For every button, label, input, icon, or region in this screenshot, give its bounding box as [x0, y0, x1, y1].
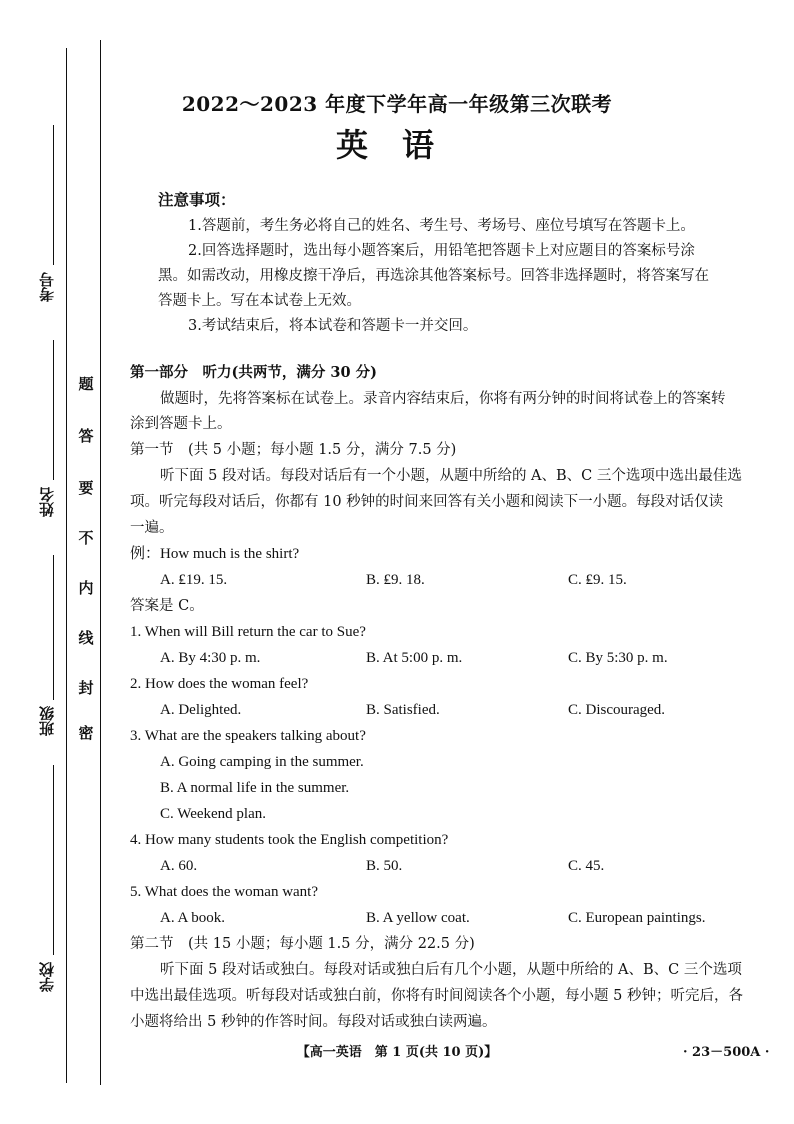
- notice-line-1: 1.答题前，考生务必将自己的姓名、考生号、考场号、座位号填写在答题卡上。: [188, 218, 695, 234]
- class-blank: [53, 555, 54, 700]
- page-footer: 【高一英语 第 1 页(共 10 页)】: [296, 1045, 498, 1060]
- subject-title: 英语: [335, 126, 468, 164]
- example-question: 例：How much is the shirt?: [130, 546, 300, 562]
- question-5: 5. What does the woman want?: [130, 884, 319, 900]
- part1-intro-cont: 涂到答题卡上。: [130, 416, 232, 432]
- question-3-option-c: C. Weekend plan.: [160, 806, 266, 822]
- section1-instructions: 听下面 5 段对话。每段对话后有一个小题，从题中所给的 A、B、C 三个选项中选出最佳选: [160, 468, 742, 484]
- seal-char: 答: [78, 427, 94, 445]
- class-label: 班级: [38, 706, 56, 736]
- question-5-option-a: A. A book.: [160, 910, 226, 926]
- school-label: 学校: [38, 962, 56, 992]
- example-option-a: A. ₤19. 15.: [160, 572, 228, 588]
- section2-instructions-cont: 小题将给出 5 秒钟的作答时间。每段对话或独白读两遍。: [130, 1014, 497, 1030]
- exam-title: 2022～2023 年度下学年高一年级第三次联考: [181, 92, 613, 116]
- question-3: 3. What are the speakers talking about?: [130, 728, 366, 744]
- seal-char: 要: [78, 479, 94, 497]
- school-blank: [53, 765, 54, 955]
- section2-instructions: 听下面 5 段对话或独白。每段对话或独白后有几个小题，从题中所给的 A、B、C 三个选项: [160, 962, 742, 978]
- seal-char: 封: [78, 679, 94, 697]
- paper-code: · 23－500A ·: [683, 1045, 770, 1060]
- question-4: 4. How many students took the English competition?: [130, 832, 449, 848]
- margin-line-outer: [66, 48, 67, 1083]
- question-1-option-c: C. By 5:30 p. m.: [568, 650, 668, 666]
- example-answer: 答案是 C。: [130, 598, 204, 614]
- notice-line-2-cont: 黑。如需改动，用橡皮擦干净后，再选涂其他答案标号。回答非选择题时，将答案写在: [158, 268, 709, 284]
- question-1-option-b: B. At 5:00 p. m.: [366, 650, 463, 666]
- question-2-option-c: C. Discouraged.: [568, 702, 666, 718]
- section2-heading: 第二节 (共 15 小题；每小题 1.5 分，满分 22.5 分): [130, 936, 475, 952]
- question-4-option-c: C. 45.: [568, 858, 605, 874]
- question-3-option-b: B. A normal life in the summer.: [160, 780, 350, 796]
- notice-line-3: 3.考试结束后，将本试卷和答题卡一并交回。: [188, 318, 478, 334]
- example-option-b: B. ₤9. 18.: [366, 572, 425, 588]
- name-label: 姓名: [38, 487, 56, 517]
- seal-char: 不: [78, 529, 94, 547]
- notice-line-2-cont: 答题卡上。写在本试卷上无效。: [158, 293, 361, 309]
- question-5-option-b: B. A yellow coat.: [366, 910, 470, 926]
- question-1: 1. When will Bill return the car to Sue?: [130, 624, 366, 640]
- seal-char: 线: [78, 629, 94, 647]
- section2-instructions-cont: 中选出最佳选项。听每段对话或独白前，你将有时间阅读各个小题，每小题 5 秒钟；听完后，各: [130, 988, 743, 1004]
- question-4-option-a: A. 60.: [160, 858, 198, 874]
- notice-line-2: 2.回答选择题时，选出每小题答案后，用铅笔把答题卡上对应题目的答案标号涂: [188, 243, 695, 259]
- section1-instructions-cont: 一遍。: [130, 520, 174, 536]
- part1-heading: 第一部分 听力(共两节，满分 30 分): [130, 364, 377, 381]
- name-blank: [53, 340, 54, 480]
- exam-number-label: 考号: [38, 272, 56, 302]
- part1-intro: 做题时，先将答案标在试卷上。录音内容结束后，你将有两分钟的时间将试卷上的答案转: [160, 391, 726, 407]
- question-2: 2. How does the woman feel?: [130, 676, 309, 692]
- seal-char: 密: [78, 724, 94, 742]
- margin-line-inner: [100, 40, 101, 1085]
- seal-char: 题: [78, 375, 94, 393]
- section1-instructions-cont: 项。听完每段对话后，你都有 10 秒钟的时间来回答有关小题和阅读下一小题。每段对话仅读: [130, 494, 724, 510]
- question-2-option-b: B. Satisfied.: [366, 702, 440, 718]
- question-5-option-c: C. European paintings.: [568, 910, 706, 926]
- question-3-option-a: A. Going camping in the summer.: [160, 754, 364, 770]
- example-option-c: C. ₤9. 15.: [568, 572, 627, 588]
- question-4-option-b: B. 50.: [366, 858, 403, 874]
- section1-heading: 第一节 (共 5 小题；每小题 1.5 分，满分 7.5 分): [130, 442, 457, 458]
- question-1-option-a: A. By 4:30 p. m.: [160, 650, 261, 666]
- seal-char: 内: [78, 579, 94, 597]
- question-2-option-a: A. Delighted.: [160, 702, 242, 718]
- notice-heading: 注意事项：: [158, 190, 236, 209]
